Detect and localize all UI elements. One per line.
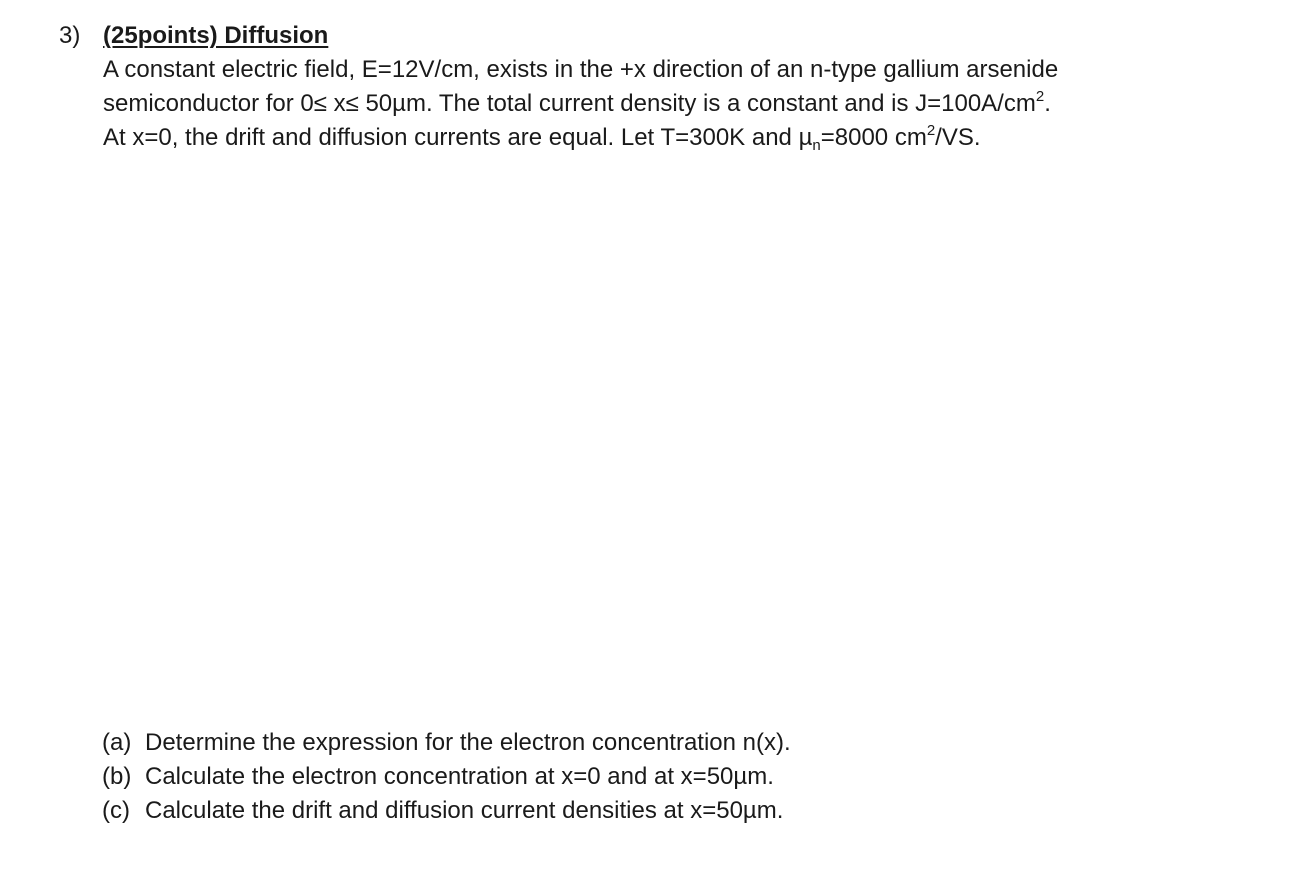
question-text: Determine the expression for the electron concentration n(x). [145, 729, 791, 756]
question-label: (c) [102, 797, 130, 824]
question-label: (a) [102, 729, 132, 756]
statement-line-2-text: semiconductor for 0≤ x≤ 50µm. The total current density is a constant and is J=100A/cm [103, 90, 1036, 117]
superscript: 2 [926, 122, 936, 139]
problem-number: 3) [59, 22, 81, 49]
question-item [102, 726, 791, 760]
statement-line-3-text: At x=0, the drift and diffusion currents are equal. Let T=300K and µ [103, 124, 813, 151]
statement-line-3-mid: =8000 cm [820, 124, 927, 151]
statement-line-3 [103, 121, 1253, 155]
question-text: Calculate the electron concentration at x=0 and at x=50µm. [145, 763, 774, 790]
question-text: Calculate the drift and diffusion current densities at x=50µm. [145, 797, 784, 824]
statement-line-1: A constant electric field, E=12V/cm, exists in the +x direction of an n-type gallium arsenide [103, 56, 1059, 83]
problem-statement [103, 53, 1253, 155]
statement-line-2-end: . [1044, 90, 1051, 117]
subscript: n [812, 137, 821, 154]
problem-title: (25points) Diffusion [103, 22, 329, 49]
question-item [102, 794, 791, 828]
question-item [102, 760, 791, 794]
statement-line-3-end: /VS. [935, 124, 981, 151]
question-list [102, 726, 791, 828]
question-label: (b) [102, 763, 132, 790]
superscript: 2 [1035, 88, 1045, 105]
statement-line-2 [103, 87, 1253, 121]
